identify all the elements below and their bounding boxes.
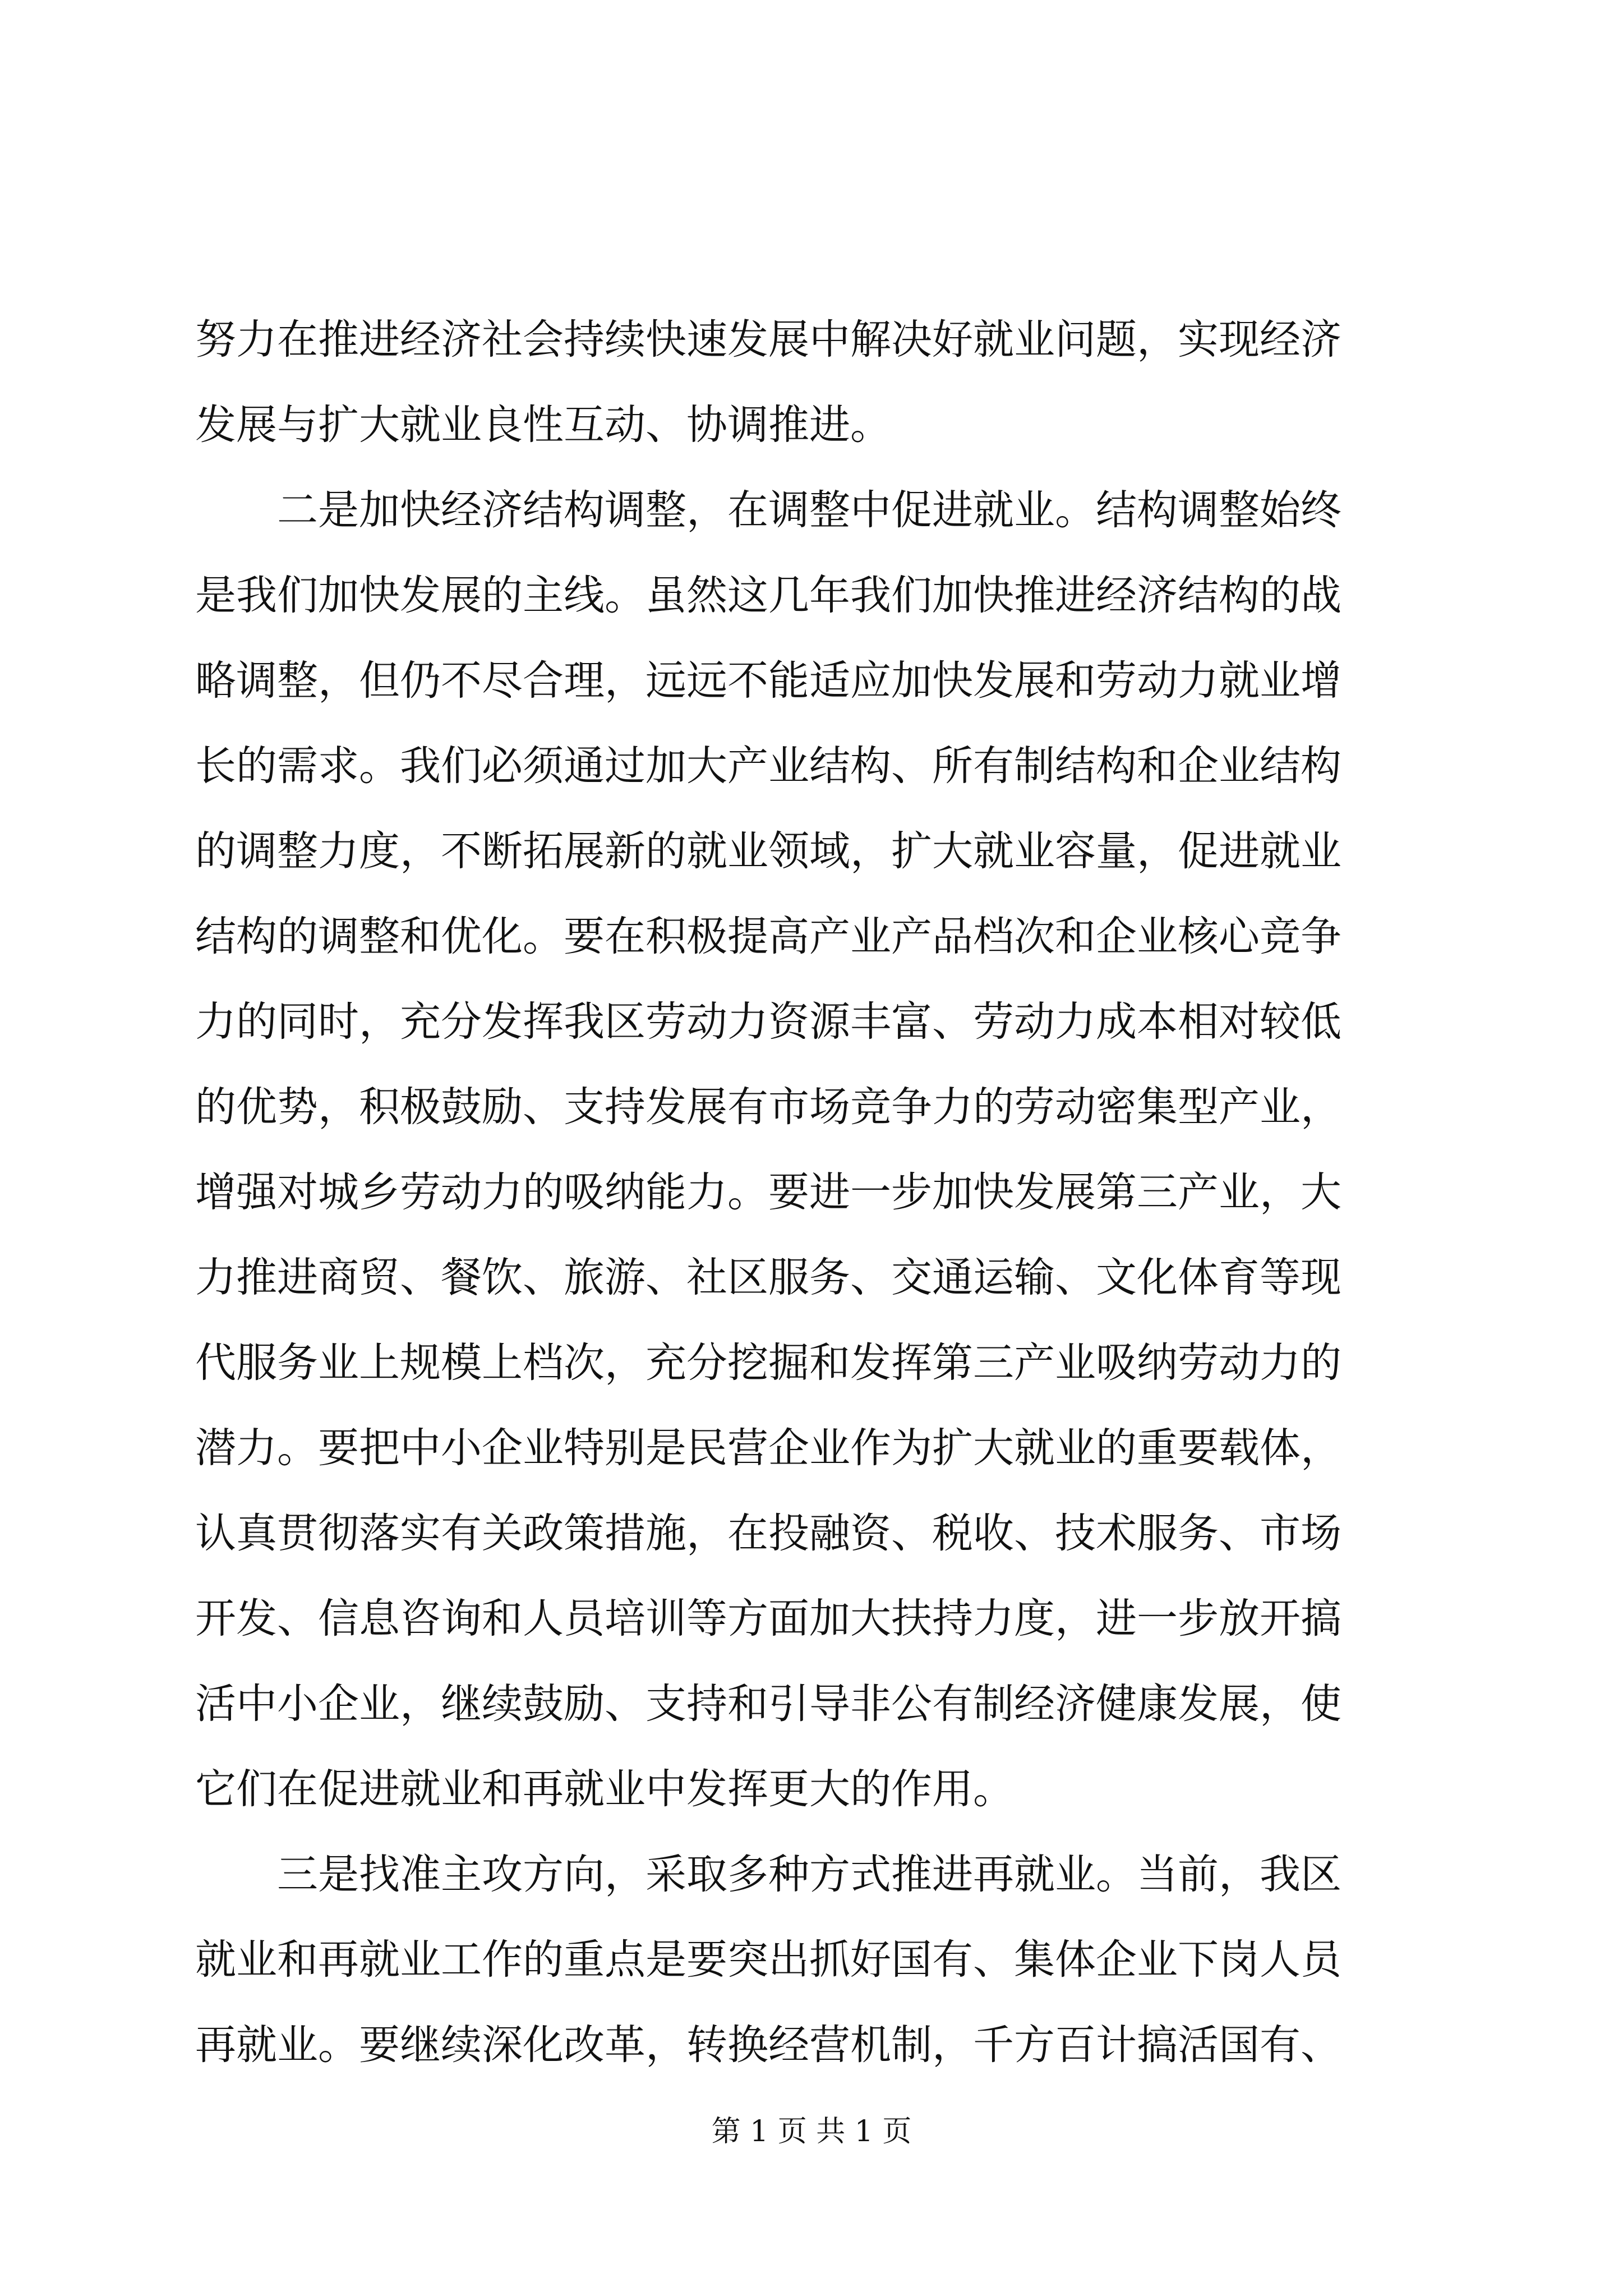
text-line: 开发、信息咨询和人员培训等方面加大扶持力度，进一步放开搞 [195,1595,1341,1642]
text-line: 结构的调整和优化。要在积极提高产业产品档次和企业核心竞争 [195,913,1341,960]
text-line: 它们在促进就业和再就业中发挥更大的作用。 [195,1765,1014,1813]
paragraph-start-line: 二是加快经济结构调整，在调整中促进就业。结构调整始终 [195,486,1341,534]
text-line: 代服务业上规模上档次，充分挖掘和发挥第三产业吸纳劳动力的 [195,1339,1341,1387]
text-line: 力的同时，充分发挥我区劳动力资源丰富、劳动力成本相对较低 [195,998,1341,1046]
text-line: 是我们加快发展的主线。虽然这几年我们加快推进经济结构的战 [195,572,1341,619]
text-line: 发展与扩大就业良性互动、协调推进。 [195,401,891,449]
text-line: 长的需求。我们必须通过加大产业结构、所有制结构和企业结构 [195,742,1341,790]
page-footer: 第 1 页 共 1 页 [711,2115,912,2148]
text-line: 潜力。要把中小企业特别是民营企业作为扩大就业的重要载体， [195,1424,1341,1472]
body-text [195,297,1429,2088]
text-line: 努力在推进经济社会持续快速发展中解决好就业问题，实现经济 [195,316,1341,364]
text-line: 再就业。要继续深化改革，转换经营机制，千方百计搞活国有、 [195,2021,1341,2069]
text-line: 认真贯彻落实有关政策措施，在投融资、税收、技术服务、市场 [195,1510,1341,1557]
paragraph-start-line: 三是找准主攻方向，采取多种方式推进再就业。当前，我区 [195,1851,1341,1898]
text-line: 活中小企业，继续鼓励、支持和引导非公有制经济健康发展，使 [195,1680,1341,1728]
text-line: 略调整，但仍不尽合理，远远不能适应加快发展和劳动力就业增 [195,657,1341,705]
text-line: 的优势，积极鼓励、支持发展有市场竞争力的劳动密集型产业， [195,1083,1341,1131]
text-line: 力推进商贸、餐饮、旅游、社区服务、交通运输、文化体育等现 [195,1254,1341,1301]
text-line: 的调整力度，不断拓展新的就业领域，扩大就业容量，促进就业 [195,827,1341,875]
text-line: 增强对城乡劳动力的吸纳能力。要进一步加快发展第三产业，大 [195,1168,1341,1216]
text-line: 就业和再就业工作的重点是要突出抓好国有、集体企业下岗人员 [195,1936,1341,1984]
